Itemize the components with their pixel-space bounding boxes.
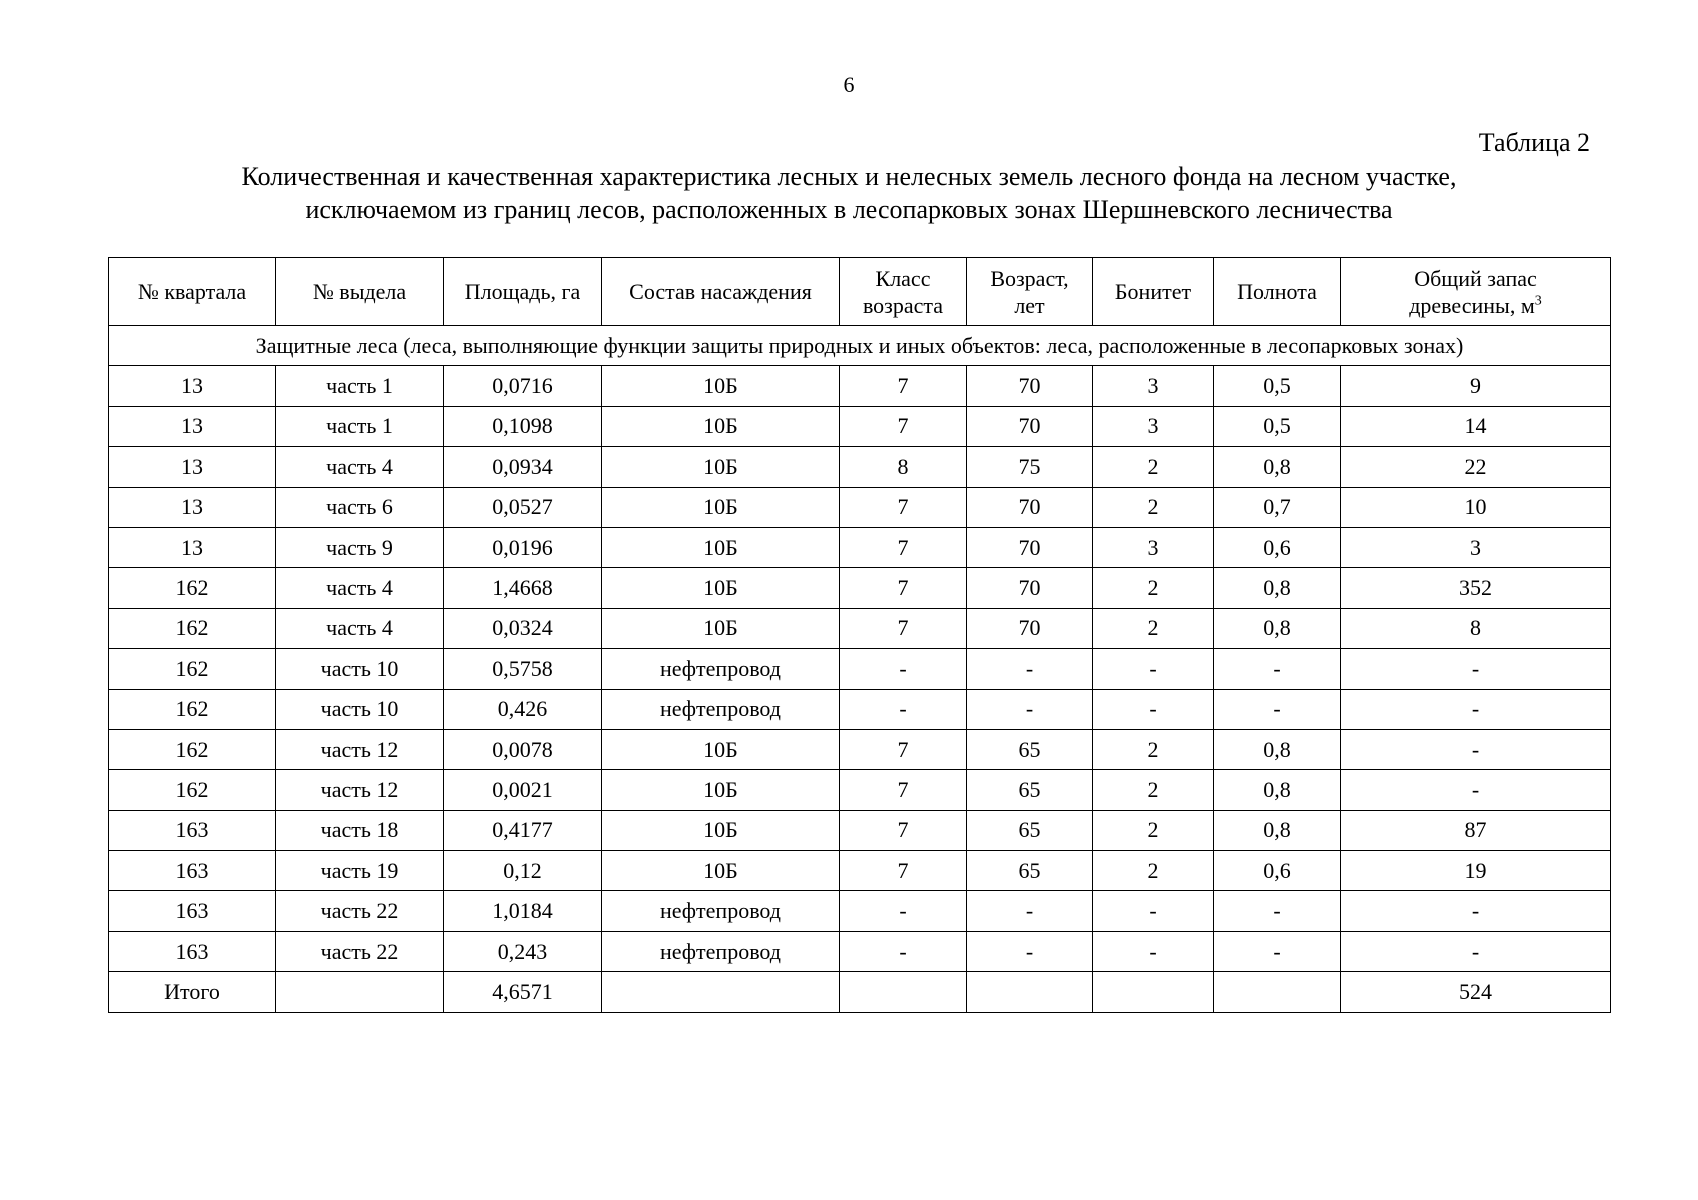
cell-area: 0,0196	[444, 527, 602, 567]
header-age	[967, 258, 1093, 326]
cell-density: 0,6	[1214, 851, 1341, 891]
forest-land-table	[108, 257, 1611, 1013]
section-title: Защитные леса (леса, выполняющие функции защиты природных и иных объектов: леса, расположенные в лесопарковых зонах)	[109, 326, 1611, 366]
cell-bonitet: 3	[1093, 406, 1214, 446]
cell-kvartal: 163	[109, 851, 276, 891]
cell-area: 0,12	[444, 851, 602, 891]
cell-density: 0,5	[1214, 366, 1341, 406]
cell-vydel: часть 10	[276, 649, 444, 689]
cell-bonitet: 2	[1093, 487, 1214, 527]
cell-stock: -	[1341, 729, 1611, 769]
cell-composition: 10Б	[602, 487, 840, 527]
cell-kvartal: 13	[109, 447, 276, 487]
table-row	[109, 729, 1611, 769]
cell-age: 65	[967, 851, 1093, 891]
table-row	[109, 527, 1611, 567]
cell-age-class: 7	[840, 366, 967, 406]
cell-stock: 22	[1341, 447, 1611, 487]
cell-age: -	[967, 891, 1093, 931]
cell-composition: нефтепровод	[602, 649, 840, 689]
cell-density: 0,5	[1214, 406, 1341, 446]
total-cell-age-class	[840, 972, 967, 1012]
cell-kvartal: 162	[109, 608, 276, 648]
cell-age: 70	[967, 366, 1093, 406]
cell-vydel: часть 4	[276, 447, 444, 487]
table-row	[109, 689, 1611, 729]
total-cell-vydel	[276, 972, 444, 1012]
cell-age-class: -	[840, 649, 967, 689]
cell-kvartal: 163	[109, 891, 276, 931]
cell-area: 1,4668	[444, 568, 602, 608]
cell-stock: -	[1341, 770, 1611, 810]
table-row	[109, 891, 1611, 931]
cell-kvartal: 162	[109, 770, 276, 810]
cell-vydel: часть 1	[276, 366, 444, 406]
cell-vydel: часть 18	[276, 810, 444, 850]
cell-density: 0,8	[1214, 568, 1341, 608]
cell-bonitet: 2	[1093, 770, 1214, 810]
cell-age: 70	[967, 527, 1093, 567]
header-density: Полнота	[1214, 258, 1341, 326]
cell-area: 0,4177	[444, 810, 602, 850]
cell-kvartal: 162	[109, 689, 276, 729]
cell-stock: 10	[1341, 487, 1611, 527]
table-row	[109, 851, 1611, 891]
cell-age: 65	[967, 810, 1093, 850]
cell-age: 65	[967, 729, 1093, 769]
cell-vydel: часть 10	[276, 689, 444, 729]
cell-age-class: -	[840, 931, 967, 971]
cell-age: 70	[967, 487, 1093, 527]
table-row	[109, 608, 1611, 648]
cell-stock: -	[1341, 931, 1611, 971]
cell-composition: 10Б	[602, 406, 840, 446]
cell-age-class: -	[840, 689, 967, 729]
table-header-row	[109, 258, 1611, 326]
cell-stock: -	[1341, 891, 1611, 931]
cell-bonitet: -	[1093, 649, 1214, 689]
table-caption	[108, 160, 1590, 226]
cell-composition: нефтепровод	[602, 689, 840, 729]
table-row	[109, 487, 1611, 527]
cell-stock: -	[1341, 689, 1611, 729]
cell-age: 65	[967, 770, 1093, 810]
cell-vydel: часть 12	[276, 729, 444, 769]
cell-composition: 10Б	[602, 851, 840, 891]
cell-bonitet: 3	[1093, 366, 1214, 406]
total-cell-area: 4,6571	[444, 972, 602, 1012]
cell-age-class: 8	[840, 447, 967, 487]
table-row	[109, 366, 1611, 406]
table-row	[109, 931, 1611, 971]
header-vydel: № выдела	[276, 258, 444, 326]
cell-age: -	[967, 649, 1093, 689]
cell-density: -	[1214, 689, 1341, 729]
header-age-class-line-1: Класс	[875, 265, 931, 291]
cell-bonitet: -	[1093, 891, 1214, 931]
cell-vydel: часть 12	[276, 770, 444, 810]
cell-area: 0,1098	[444, 406, 602, 446]
header-stock-line-2	[1345, 292, 1606, 319]
cell-density: 0,7	[1214, 487, 1341, 527]
total-cell-stock: 524	[1341, 972, 1611, 1012]
cell-bonitet: 2	[1093, 568, 1214, 608]
cell-bonitet: -	[1093, 931, 1214, 971]
cell-density: 0,8	[1214, 608, 1341, 648]
cell-vydel: часть 22	[276, 891, 444, 931]
cell-vydel: часть 9	[276, 527, 444, 567]
cell-bonitet: 2	[1093, 608, 1214, 648]
cell-age-class: 7	[840, 608, 967, 648]
cell-kvartal: 162	[109, 568, 276, 608]
header-age-class-line-2: возраста	[862, 292, 944, 318]
cell-age-class: 7	[840, 406, 967, 446]
cell-age: 75	[967, 447, 1093, 487]
header-age-line-2: лет	[1014, 292, 1045, 318]
cell-density: 0,6	[1214, 527, 1341, 567]
table-row	[109, 406, 1611, 446]
cell-density: -	[1214, 931, 1341, 971]
cell-stock: -	[1341, 649, 1611, 689]
table-row	[109, 810, 1611, 850]
cell-kvartal: 163	[109, 810, 276, 850]
cell-kvartal: 13	[109, 366, 276, 406]
cell-area: 0,0527	[444, 487, 602, 527]
cell-composition: 10Б	[602, 366, 840, 406]
cell-vydel: часть 4	[276, 568, 444, 608]
cell-composition: 10Б	[602, 527, 840, 567]
cell-density: 0,8	[1214, 810, 1341, 850]
cell-vydel: часть 1	[276, 406, 444, 446]
cell-vydel: часть 19	[276, 851, 444, 891]
cell-age-class: 7	[840, 527, 967, 567]
cell-bonitet: 3	[1093, 527, 1214, 567]
cell-vydel: часть 6	[276, 487, 444, 527]
cell-composition: 10Б	[602, 810, 840, 850]
total-cell-age	[967, 972, 1093, 1012]
cell-density: -	[1214, 649, 1341, 689]
header-kvartal: № квартала	[109, 258, 276, 326]
cell-composition: 10Б	[602, 729, 840, 769]
cell-area: 0,0716	[444, 366, 602, 406]
cell-age-class: 7	[840, 487, 967, 527]
header-stock-unit: древесины, м	[1409, 292, 1535, 318]
cell-density: 0,8	[1214, 729, 1341, 769]
total-cell-bonitet	[1093, 972, 1214, 1012]
header-composition: Состав насаждения	[602, 258, 840, 326]
cell-composition: 10Б	[602, 447, 840, 487]
cell-age: 70	[967, 608, 1093, 648]
header-stock-line-1: Общий запас	[1414, 265, 1537, 291]
cell-age-class: 7	[840, 810, 967, 850]
cell-area: 0,5758	[444, 649, 602, 689]
caption-line-1: Количественная и качественная характеристика лесных и нелесных земель лесного фонда на лесном участке,	[241, 162, 1457, 191]
cell-age-class: -	[840, 891, 967, 931]
cell-area: 1,0184	[444, 891, 602, 931]
cell-age-class: 7	[840, 729, 967, 769]
cell-bonitet: -	[1093, 689, 1214, 729]
cell-age-class: 7	[840, 770, 967, 810]
total-cell-kvartal: Итого	[109, 972, 276, 1012]
header-age-line-1: Возраст,	[990, 265, 1069, 291]
cell-area: 0,0078	[444, 729, 602, 769]
cell-age: -	[967, 689, 1093, 729]
cell-area: 0,0021	[444, 770, 602, 810]
header-age-class	[840, 258, 967, 326]
cell-vydel: часть 4	[276, 608, 444, 648]
cell-kvartal: 162	[109, 649, 276, 689]
cell-stock: 9	[1341, 366, 1611, 406]
cell-stock: 3	[1341, 527, 1611, 567]
total-cell-density	[1214, 972, 1341, 1012]
cell-kvartal: 163	[109, 931, 276, 971]
cell-kvartal: 13	[109, 487, 276, 527]
header-stock-unit-exponent: 3	[1534, 293, 1542, 309]
table-row	[109, 770, 1611, 810]
cell-composition: 10Б	[602, 608, 840, 648]
table-row	[109, 568, 1611, 608]
cell-area: 0,426	[444, 689, 602, 729]
cell-bonitet: 2	[1093, 447, 1214, 487]
cell-composition: нефтепровод	[602, 931, 840, 971]
cell-area: 0,0324	[444, 608, 602, 648]
cell-area: 0,243	[444, 931, 602, 971]
header-area: Площадь, га	[444, 258, 602, 326]
cell-kvartal: 13	[109, 406, 276, 446]
page-number: 6	[843, 72, 855, 97]
cell-bonitet: 2	[1093, 851, 1214, 891]
cell-age-class: 7	[840, 851, 967, 891]
cell-stock: 8	[1341, 608, 1611, 648]
header-bonitet: Бонитет	[1093, 258, 1214, 326]
cell-density: 0,8	[1214, 447, 1341, 487]
total-row	[109, 972, 1611, 1012]
cell-area: 0,0934	[444, 447, 602, 487]
table-row	[109, 649, 1611, 689]
cell-bonitet: 2	[1093, 729, 1214, 769]
cell-age: -	[967, 931, 1093, 971]
cell-bonitet: 2	[1093, 810, 1214, 850]
cell-composition: 10Б	[602, 770, 840, 810]
header-stock	[1341, 258, 1611, 326]
cell-density: -	[1214, 891, 1341, 931]
table-row	[109, 447, 1611, 487]
cell-composition: нефтепровод	[602, 891, 840, 931]
cell-vydel: часть 22	[276, 931, 444, 971]
caption-line-2: исключаемом из границ лесов, расположенных в лесопарковых зонах Шершневского лесничества	[305, 195, 1393, 224]
table-label: Таблица 2	[1478, 128, 1590, 157]
cell-kvartal: 162	[109, 729, 276, 769]
cell-stock: 87	[1341, 810, 1611, 850]
cell-stock: 19	[1341, 851, 1611, 891]
cell-age: 70	[967, 568, 1093, 608]
total-cell-composition	[602, 972, 840, 1012]
section-row	[109, 326, 1611, 366]
cell-kvartal: 13	[109, 527, 276, 567]
cell-age-class: 7	[840, 568, 967, 608]
cell-stock: 352	[1341, 568, 1611, 608]
cell-stock: 14	[1341, 406, 1611, 446]
cell-composition: 10Б	[602, 568, 840, 608]
cell-density: 0,8	[1214, 770, 1341, 810]
cell-age: 70	[967, 406, 1093, 446]
